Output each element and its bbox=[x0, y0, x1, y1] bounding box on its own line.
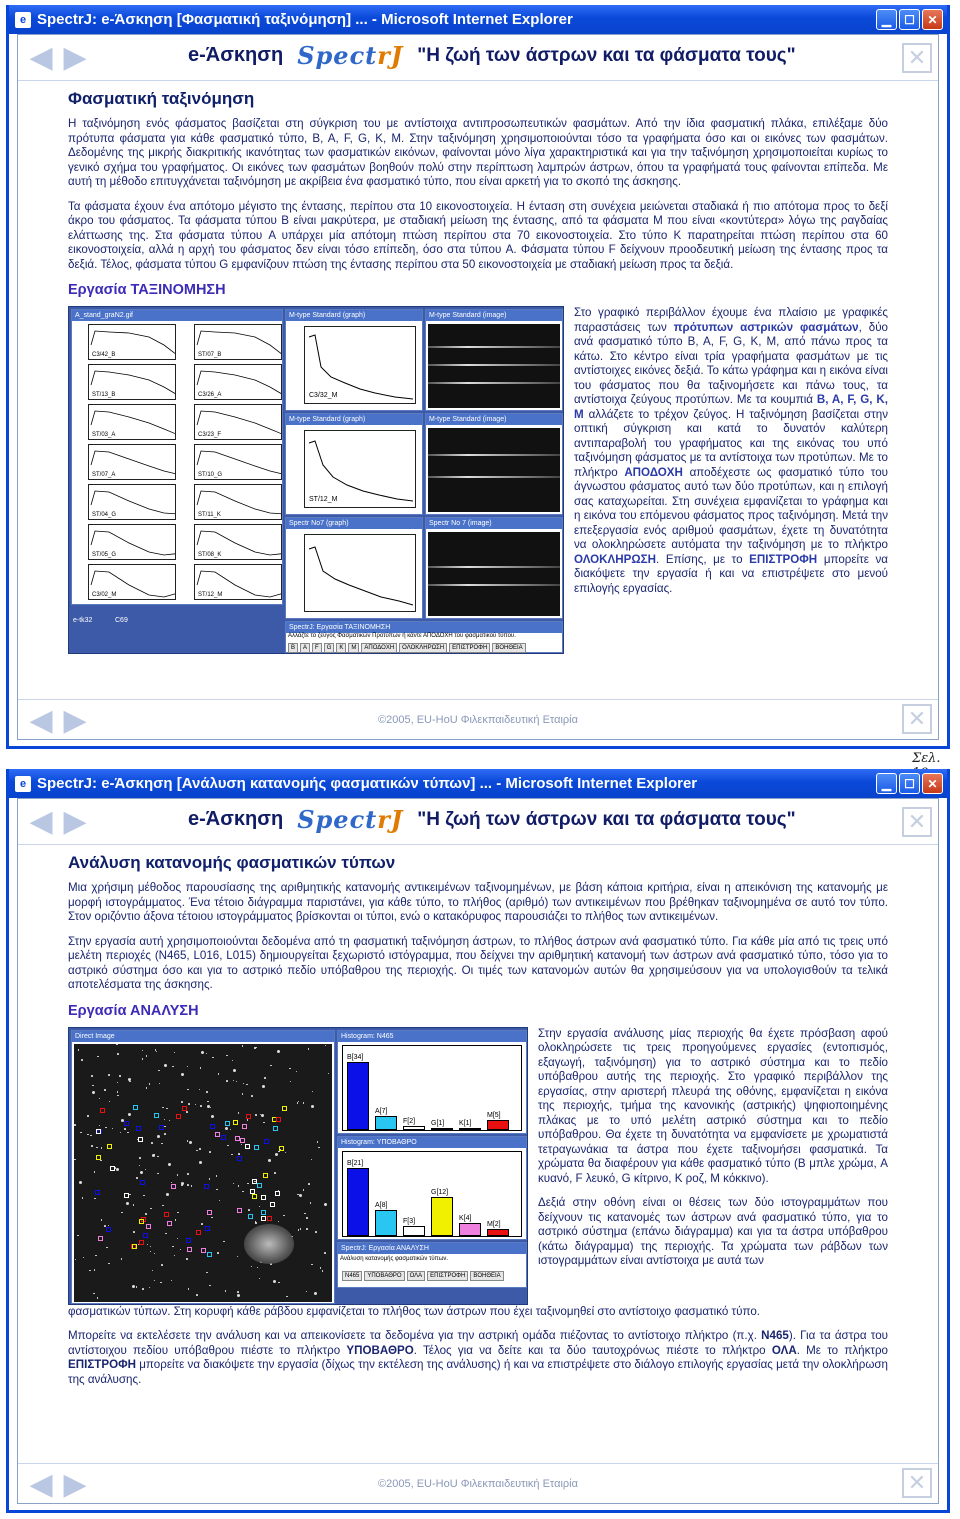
ie-icon: e bbox=[15, 776, 31, 792]
histogram-bar bbox=[459, 1128, 481, 1130]
brand-e-askisi: e-Άσκηση bbox=[188, 808, 284, 830]
histogram-bar bbox=[403, 1126, 425, 1130]
back-arrow-icon[interactable]: ◀ bbox=[29, 41, 53, 74]
panel-button[interactable]: A bbox=[300, 643, 310, 653]
panel-button[interactable]: ΑΠΟΔΟΧΗ bbox=[361, 643, 397, 653]
histogram-n465-window: Histogram: N465 B[34] A[7] F[2] G[1] K[1] M[5] bbox=[337, 1030, 527, 1134]
panel-button[interactable]: K bbox=[336, 643, 346, 653]
spectr-graph-window: Spectr No7 (graph) bbox=[285, 517, 423, 619]
forward-arrow-icon[interactable]: ▶ bbox=[63, 805, 87, 838]
paragraph-2: Στην εργασία αυτή χρησιμοποιούνται δεδομένα από τη φασματική ταξινόμηση άστρων, το πλήθος άστρων ανά φασματικό τύπο. Για κάθε μία από τις τρεις υπό μελέτη περιοχές (N465, L016, L015) δημιουργείται ξεχωριστό ιστόγραμμα, που δείχνει την αριθμητική κατανομή των άστρων ανά φασματικό τύπο, τόσο για το αστρικό σύστημα όσο και για το αστρικό πεδίο υπόβαθρου της περιοχής. Οι τιμές των κατανομών αυτών θα χρησιμεύσουν για να υπολογισθούν τα τελικά αποτελέσματα της άσκησης. bbox=[68, 934, 888, 991]
ie-icon: e bbox=[15, 12, 31, 28]
page-number: Σελ. bbox=[912, 751, 941, 766]
standard-plot bbox=[194, 484, 282, 520]
paragraph-1: Μια χρήσιμη μέθοδος παρουσίασης της αριθμητικής κατανομής αντικειμένων ταξινομημένων, με βάση κάποια κριτήρια, είναι η απεικόνιση της κατανομής με μορφή ιστογράμματος. Ένα τέτοιο διάγραμμα παριστάνει, για κάθε τύπο, το πλήθος (αριθμό) των αντικειμένων που βρέθηκαν ταξινομημένα σε αυτό τον τύπο. Στον οριζόντιο άξονα τέτοιου ιστογράμματος βρίσκονται οι τύποι, ενώ ο κατακόρυφος παρουσιάζει το πλήθος των αντικειμένων. bbox=[68, 881, 888, 923]
header-bar bbox=[18, 799, 938, 845]
paragraph-1: Η ταξινόμηση ενός φάσματος βασίζεται στη σύγκριση του με αντίστοιχα αντιπροσωπευτικών φασμάτων. Από την ίδια φασματική πλάκα, επιλέξαμε δύο πρότυπα φάσματα για κάθε φασματικό τύπο, B, A, F, G, K, M. Στην ταξινόμηση χρησιμοποιούνται τόσο τα γραφήματα όσο και οι εικόνες των φασμάτων. Δεδομένης της μικρής διακριτικής ικανότητας των φασματικών εικόνων, φαίνονται μόνο λίγα χαρακτηριστικά και για την ταξινόμηση χρησιμοποιείται κυρίως το γενικό σχήμα του γραφήματος. Οι εικόνες των φασμάτων βοηθούν πολύ στην περίπτωση λαμπρών άστρων, όπου τα γραφήματά τους φαίνονται επίπεδα. Με αυτή τη μέθοδο επιτυγχάνεται ταξινόμηση με ακρίβεια ένα φασματικό τύπο, που είναι αρκετή για το σκοπό της άσκησης. bbox=[68, 117, 888, 188]
browser-window-classification bbox=[6, 5, 950, 749]
histogram-bar bbox=[431, 1197, 453, 1236]
window-titlebar[interactable] bbox=[9, 5, 947, 34]
classification-description: Στο γραφικό περιβάλλον έχουμε ένα πλαίσιο με γραφικές παραστάσεις των πρότυπων αστρικών φασμάτων, δύο ανά φασματικό τύπο B, A, F, G, K, M, από πάνω προς τα κάτω. Στο κέντρο είναι τρία γραφήματα φασμάτων με τις αντίστοιχες εικόνες δεξιά. Το κάτω γράφημα και η εικόνα είναι του φάσματος που θα ταξινομήσετε και πάνω τους, τα αντίστοιχα ζεύγους προτύπων. Με τα κουμπιά B, A, F, G, K, M αλλάζετε το τρέχον ζεύγος. Η ταξινόμηση βασίζεται στην οπτική σύγκριση και κατά το δυνατόν καλύτερη αντιπαραβολή του γραφήματος και της εικόνας του υπό ταξινόμηση φάσματος με τα αντίστοιχα των προτύπων. Με το πλήκτρο ΑΠΟΔΟΧΗ αποδέχεστε ως φασματικό τύπο του άγνωστου φάσματος αυτό των δύο προτύπων, και η επιλογή σας καταχωρείται. Στη συνέχεια εμφανίζεται το γράφημα και η εικόνα του επόμενου φάσματος προς ταξινόμηση. Μετά την επεξεργασία ενός αριθμού φασμάτων, έχετε τη δυνατότητα να ολοκληρώσετε αυτόματα την ταξινόμηση με το πλήκτρο ΟΛΟΚΛΗΡΩΣΗ. Επίσης, με το ΕΠΙΣΤΡΟΦΗ μπορείτε να διακόψετε την εργασία ή και να επιστρέψετε στο μενού επιλογής εργασίας. bbox=[574, 306, 888, 595]
plot-label: ST/05_G bbox=[92, 552, 117, 558]
maximize-button[interactable]: ☐ bbox=[899, 773, 920, 794]
close-window-button[interactable]: ✕ bbox=[922, 9, 943, 30]
panel-button[interactable]: M bbox=[348, 643, 359, 653]
panel-button[interactable]: F bbox=[312, 643, 322, 653]
histogram-label: B[21] bbox=[347, 1159, 364, 1167]
plot-label: ST/12_M bbox=[198, 592, 223, 598]
panel-button[interactable]: G bbox=[324, 643, 335, 653]
histogram-bar bbox=[487, 1120, 509, 1130]
standard-plot bbox=[194, 404, 282, 440]
paragraph-continuation: φασματικών τύπων. Στη κορυφή κάθε ράβδου εμφανίζεται το πλήθος των άστρων που έχει ταξινομηθεί στο αντίστοιχο φασματικό τύπο. bbox=[68, 1304, 760, 1318]
task-title: Εργασία ΑΝΑΛΥΣΗ bbox=[68, 1002, 199, 1019]
panel-button[interactable]: ΕΠΙΣΤΡΟΦΗ bbox=[449, 643, 490, 653]
page-title: Φασματική ταξινόμηση bbox=[68, 89, 255, 108]
brand-subtitle: "Η ζωή των άστρων και τα φάσματα τους" bbox=[417, 44, 796, 66]
brand-subtitle: "Η ζωή των άστρων και τα φάσματα τους" bbox=[417, 808, 796, 830]
panel-button[interactable]: ΒΟΗΘΕΙΑ bbox=[492, 643, 525, 653]
spectrj-logo: SpectrJ bbox=[297, 41, 404, 70]
copyright: ©2005, EU-HoU Φιλεκπαιδευτική Εταιρία bbox=[378, 1477, 578, 1490]
second-image-window: M-type Standard (image) bbox=[425, 413, 563, 515]
forward-arrow-icon[interactable]: ▶ bbox=[63, 703, 87, 737]
histogram-label: K[1] bbox=[459, 1119, 472, 1127]
plot-label: ST/08_K bbox=[198, 552, 222, 558]
histogram-bar bbox=[375, 1210, 397, 1236]
standard-plot bbox=[88, 324, 176, 360]
copyright: ©2005, EU-HoU Φιλεκπαιδευτική Εταιρία bbox=[378, 713, 578, 726]
close-icon[interactable]: ✕ bbox=[902, 1468, 932, 1498]
plot-label: ST/11_K bbox=[198, 512, 221, 518]
forward-arrow-icon[interactable]: ▶ bbox=[63, 41, 87, 74]
plot-label: ST/10_G bbox=[198, 472, 223, 478]
classification-panel: SpectrJ: Εργασία ΤΑΞΙΝΟΜΗΣΗ Αλλάζτε το ζεύγος Φασματικών Προτύπων ή κάντε ΑΠΟΔΟΧΗ του φασματικού τύπου. B A F G K M ΑΠΟΔΟΧΗ ΟΛΟΚΛΗΡΩΣΗ ΕΠΙΣΤΡΟΦΗ ΒΟΗΘΕΙΑ bbox=[285, 621, 563, 653]
standard-plot bbox=[194, 324, 282, 360]
maximize-button[interactable]: ☐ bbox=[899, 9, 920, 30]
spectr-image-window: Spectr No 7 (image) bbox=[425, 517, 563, 619]
plot-label: C3/26_A bbox=[198, 392, 222, 398]
histogram-label: A[7] bbox=[375, 1107, 388, 1115]
standard-plot bbox=[88, 364, 176, 400]
plot-label: C3/23_F bbox=[198, 432, 222, 438]
classification-screenshot bbox=[68, 306, 564, 654]
desktop-icon: e-tk32 bbox=[73, 617, 93, 624]
panel-button[interactable]: ΒΟΗΘΕΙΑ bbox=[470, 1271, 503, 1281]
histogram-background-window: Histogram: ΥΠΟΒΑΘΡΟ B[21] A[8] F[3] G[12] K[4] M[2] bbox=[337, 1136, 527, 1240]
standard-plot bbox=[88, 484, 176, 520]
analysis-description: Στην εργασία ανάλυσης μίας περιοχής θα έχετε πρόσβαση αφού ολοκληρώσετε τις τρεις προηγούμενες εργασίες (εντοπισμός, εξαγωγή, ταξινόμηση) για το αστρικό σύστημα και το πεδίο υπόβαθρου αυτής της περιοχής. Στο γραφικό περιβάλλον της εργασίας, στην αριστερή πλευρά της οθόνης, εμφανίζεται η εικόνα της περιοχής, τμήμα της κανονικής (αστρικής) ψηφιοποιημένης πλάκας με το υπό μελέτη αστρικό σύστημα και το πεδίο υπόβαθρου. Θα έχετε τη δυνατότητα να εμφανίσετε με χρωματιστά τετραγωνάκια τα άστρα που έχετε ταξινομήσει φασματικά. Τα χρώματα θα διαφέρουν για κάθε φασματικό τύπο (B μπλε χρώμα, A κυανό, F λευκό, G κίτρινο, K ροζ, M κόκκινο). Δεξιά στην οθόνη είναι οι θέσεις των δύο ιστογραμμάτων που δείχνουν τις κατανομές των άστρων ανά φασματικό τύπο, για το αστρικό σύστημα (επάνω διάγραμμα) και για τα άστρα υπόβαθρου (κάτω διάγραμμα) της περιοχής. Τα χρώματα των ράβδων των ιστογραμμάτων είναι αντίστοιχα με αυτά των bbox=[538, 1026, 888, 1267]
standard-plot bbox=[88, 444, 176, 480]
second-graph-window: M-type Standard (graph) ST/12_M bbox=[285, 413, 423, 515]
plot-label: C3/02_M bbox=[92, 592, 117, 598]
panel-button[interactable]: ΕΠΙΣΤΡΟΦΗ bbox=[427, 1271, 468, 1281]
histogram-bar bbox=[347, 1062, 369, 1130]
standards-graph-window: A_stand_graN2.gif C3/42_B ST/07_B ST/13_B C3/26_A ST/03_A C3/23_F ST/07_A ST/10_G ST/04_G ST/11_K ST/05_G ST/08_K C3/02_M ST/12_M bbox=[71, 309, 283, 605]
mtype-graph-window: M-type Standard (graph) C3/32_M bbox=[285, 309, 423, 411]
spectrj-logo: SpectrJ bbox=[297, 805, 404, 834]
back-arrow-icon[interactable]: ◀ bbox=[29, 805, 53, 838]
back-arrow-icon[interactable]: ◀ bbox=[29, 1467, 53, 1501]
histogram-label: K[4] bbox=[459, 1214, 472, 1222]
paragraph-3: Μπορείτε να εκτελέσετε την ανάλυση και να απεικονίσετε τα δεδομένα για την αστρική ομάδα πιέζοντας το αντίστοιχο πλήκτρο (π.χ. N465). Για τα άστρα του αντίστοιχου πεδίου υπόβαθρου πιέστε το πλήκτρο ΥΠΟΒΑΘΡΟ. Τέλος για να δείτε και τα δύο ταυτοχρόνως πιέστε το πλήκτρο ΟΛΑ. Με το πλήκτρο ΕΠΙΣΤΡΟΦΗ μπορείτε να διακόψετε την εργασία (δίχως την εκτέλεση της ανάλυσης) ή και να επιστρέψετε στο διάλογο επιλογής εργασίας μετά την ολοκλήρωση της ανάλυσης. bbox=[68, 1329, 888, 1386]
analysis-screenshot bbox=[68, 1027, 528, 1305]
back-arrow-icon[interactable]: ◀ bbox=[29, 703, 53, 737]
histogram-label: F[3] bbox=[403, 1217, 416, 1225]
desktop-icon: C69 bbox=[115, 617, 128, 624]
plot-label: C3/42_B bbox=[92, 352, 116, 358]
panel-button[interactable]: ΟΛΟΚΛΗΡΩΣΗ bbox=[399, 643, 447, 653]
histogram-bar bbox=[459, 1223, 481, 1236]
page-content bbox=[17, 34, 939, 740]
panel-button[interactable]: ΥΠΟΒΑΘΡΟ bbox=[364, 1271, 404, 1281]
histogram-bar bbox=[403, 1226, 425, 1236]
standard-plot bbox=[88, 404, 176, 440]
standard-plot bbox=[88, 524, 176, 560]
histogram-bar bbox=[487, 1229, 509, 1235]
forward-arrow-icon[interactable]: ▶ bbox=[63, 1467, 87, 1501]
page-content bbox=[17, 798, 939, 1504]
histogram-bar bbox=[375, 1116, 397, 1130]
panel-button[interactable]: ΟΛΑ bbox=[407, 1271, 426, 1281]
panel-button[interactable]: B bbox=[288, 643, 298, 653]
close-icon[interactable]: ✕ bbox=[902, 704, 932, 734]
direct-image-window: Direct Image bbox=[71, 1030, 335, 1304]
histogram-bar bbox=[347, 1168, 369, 1236]
close-window-button[interactable]: ✕ bbox=[922, 773, 943, 794]
plot-label: ST/13_B bbox=[92, 392, 116, 398]
header-bar bbox=[18, 35, 938, 81]
minimize-button[interactable]: ▁ bbox=[876, 9, 897, 30]
page-footer bbox=[18, 1463, 938, 1503]
panel-button[interactable]: N465 bbox=[342, 1271, 362, 1281]
close-icon[interactable]: ✕ bbox=[902, 43, 932, 73]
standard-plot bbox=[194, 564, 282, 600]
minimize-button[interactable]: ▁ bbox=[876, 773, 897, 794]
standard-plot bbox=[194, 524, 282, 560]
close-icon[interactable]: ✕ bbox=[902, 807, 932, 837]
standard-plot bbox=[88, 564, 176, 600]
histogram-label: A[8] bbox=[375, 1201, 388, 1209]
browser-window-analysis bbox=[6, 769, 950, 1513]
paragraph-2: Τα φάσματα έχουν ένα απότομο μέγιστο της έντασης, περίπου στα 10 εικονοστοιχεία. Η ένταση στη συνέχεια μειώνεται σταδιακά ή πιο απότομα προς το δεξί άκρο του φάσματος. Τα φάσματα τύπου B είναι μακρύτερα, με σταδιακή μείωση της έντασης, από τα φάσματα M που είναι «κοντύτερα» λόγω της ραγδαίας ελάττωσης της. Στα φάσματα τύπου A υπάρχει μία απότομη πτώση περίπου στα 70 εικονοστοιχεία. Στο τύπο K παρατηρείται πτώση περίπου στα 60 εικονοστοιχεία, αλλά η αρχή του φάσματος δεν είναι τόσο επίπεδη, όσο στα τύπου A. Φάσματα τύπου F δείχνουν προοδευτική μείωση της έντασης προς τα δεξιά. Τέλος, φάσματα τύπου G εμφανίζουν πτώση της έντασης περίπου στα 50 εικονοστοιχεία με σταδιακή μείωση προς τα δεξιά. bbox=[68, 199, 888, 271]
analysis-panel: SpectrJ: Εργασία ΑΝΑΛΥΣΗ Ανάλυση κατανομής φασματικών τύπων. N465 ΥΠΟΒΑΘΡΟ ΟΛΑ ΕΠΙΣΤΡΟΦΗ ΒΟΗΘΕΙΑ bbox=[337, 1242, 527, 1288]
histogram-label: M[2] bbox=[487, 1221, 501, 1229]
window-title: SpectrJ: e-Άσκηση [Ανάλυση κατανομής φασματικών τύπων] ... - Microsoft Internet Explorer bbox=[37, 775, 698, 792]
histogram-label: G[1] bbox=[431, 1119, 445, 1127]
histogram-label: B[34] bbox=[347, 1053, 364, 1061]
brand-e-askisi: e-Άσκηση bbox=[188, 44, 284, 66]
plot-label: ST/03_A bbox=[92, 432, 116, 438]
histogram-label: M[5] bbox=[487, 1111, 501, 1119]
plot-label: ST/07_B bbox=[198, 352, 222, 358]
histogram-bar bbox=[431, 1128, 453, 1130]
plot-label: ST/04_G bbox=[92, 512, 117, 518]
plot-label: ST/07_A bbox=[92, 472, 116, 478]
page-footer bbox=[18, 699, 938, 739]
histogram-label: F[2] bbox=[403, 1117, 416, 1125]
window-title: SpectrJ: e-Άσκηση [Φασματική ταξινόμηση] ... - Microsoft Internet Explorer bbox=[37, 11, 573, 28]
histogram-label: G[12] bbox=[431, 1188, 449, 1196]
page-title: Ανάλυση κατανομής φασματικών τύπων bbox=[68, 853, 396, 872]
window-titlebar[interactable] bbox=[9, 769, 947, 798]
mtype-image-window: M-type Standard (image) bbox=[425, 309, 563, 411]
standard-plot bbox=[194, 364, 282, 400]
task-title: Εργασία ΤΑΞΙΝΟΜΗΣΗ bbox=[68, 282, 226, 298]
standard-plot bbox=[194, 444, 282, 480]
